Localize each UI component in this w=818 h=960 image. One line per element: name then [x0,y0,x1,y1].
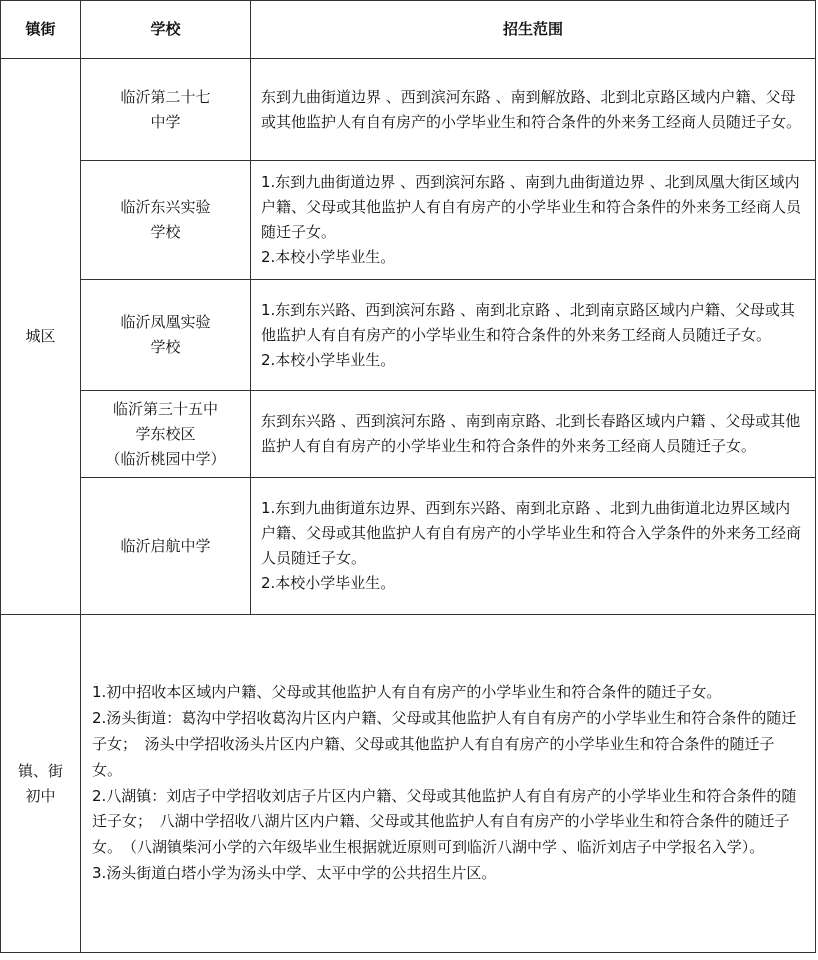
range-cell [251,478,816,615]
range-text: 2.八湖镇：刘店子中学招收刘店子片区内户籍、父母或其他监护人有自有房产的小学毕业生和符合条件的随迁子女； 八湖中学招收八湖片区内户籍、父母或其他监护人有自有房产的小学毕业生和符合条件的随迁子女。 （八湖镇柴河小学的六年级毕业生根据就近原则可到临沂八湖中学 、临沂刘店子中学报名入学）。 [92,786,797,857]
school-cell [81,391,251,478]
header-school: 学校 [81,1,251,59]
range-text: 2.本校小学毕业生。 [261,574,396,592]
school-cell [81,478,251,615]
school-name-line: 临沂第三十五中 [112,399,218,418]
header-row [1,1,816,59]
range-text: 2.本校小学毕业生。 [261,248,396,266]
school-name-line: 学校 [150,338,181,356]
rural-range-cell [81,615,816,953]
range-cell [251,161,816,280]
school-cell [81,59,251,161]
table-row [1,615,816,953]
range-cell [251,280,816,391]
school-name-line: 学东校区 [135,424,196,443]
range-cell [251,391,816,478]
school-name-line: 临沂启航中学 [120,536,211,555]
table-row [1,280,816,391]
table-row [1,59,816,161]
school-name-line: （临沂桃园中学） [105,449,226,468]
range-text: 3.汤头街道白塔小学为汤头中学、太平中学的公共招生片区。 [92,863,497,882]
header-town: 镇街 [1,1,81,59]
school-cell [81,280,251,391]
table-row [1,161,816,280]
range-text: 1.东到东兴路、西到滨河东路 、南到北京路 、北到南京路区域内户籍、父母或其他监护人有自有房产的小学毕业生和符合条件的外来务工经商人员随迁子女。 [261,300,795,344]
header-range: 招生范围 [251,1,816,59]
range-cell [251,59,816,161]
range-text: 1.东到九曲街道东边界、西到东兴路、南到北京路 、北到九曲街道北边界区域内户籍、父母或其他监护人有自有房产的小学毕业生和符合入学条件的外来务工经商人员随迁子女。 [261,499,802,567]
range-text: 东到东兴路 、西到滨河东路 、南到南京路、北到长春路区域内户籍 、父母或其他监护人有自有房产的小学毕业生和符合条件的外来务工经商人员随迁子女。 [261,412,801,455]
town-cell-city: 城区 [1,59,81,615]
town-rural-line: 镇、街 [17,761,63,780]
town-rural-line: 初中 [25,786,56,805]
table-row [1,391,816,478]
school-name-line: 中学 [150,112,181,131]
range-text: 2.本校小学毕业生。 [261,350,396,369]
school-name-line: 临沂第二十七 [120,87,211,106]
range-text: 1.东到九曲街道边界 、西到滨河东路 、南到九曲街道边界 、北到凤凰大街区域内户籍、父母或其他监护人有自有房产的小学毕业生和符合条件的外来务工经商人员随迁子女。 [261,173,802,241]
school-name-line: 临沂凤凰实验 [120,313,211,331]
school-cell [81,161,251,280]
range-text: 东到九曲街道边界 、西到滨河东路 、南到解放路、北到北京路区域内户籍、父母或其他监护人有自有房产的小学毕业生和符合条件的外来务工经商人员随迁子女。 [261,87,802,131]
town-cell-rural [1,615,81,953]
table-row [1,478,816,615]
school-name-line: 学校 [150,223,181,241]
range-text: 1.初中招收本区域内户籍、父母或其他监护人有自有房产的小学毕业生和符合条件的随迁子女。 [92,683,722,702]
school-name-line: 临沂东兴实验 [120,198,211,216]
range-text: 2.汤头街道：葛沟中学招收葛沟片区内户籍、父母或其他监护人有自有房产的小学毕业生和符合条件的随迁子女； 汤头中学招收汤头片区内户籍、父母或其他监护人有自有房产的小学毕业生和符合条件的随迁子女。 [92,709,797,779]
